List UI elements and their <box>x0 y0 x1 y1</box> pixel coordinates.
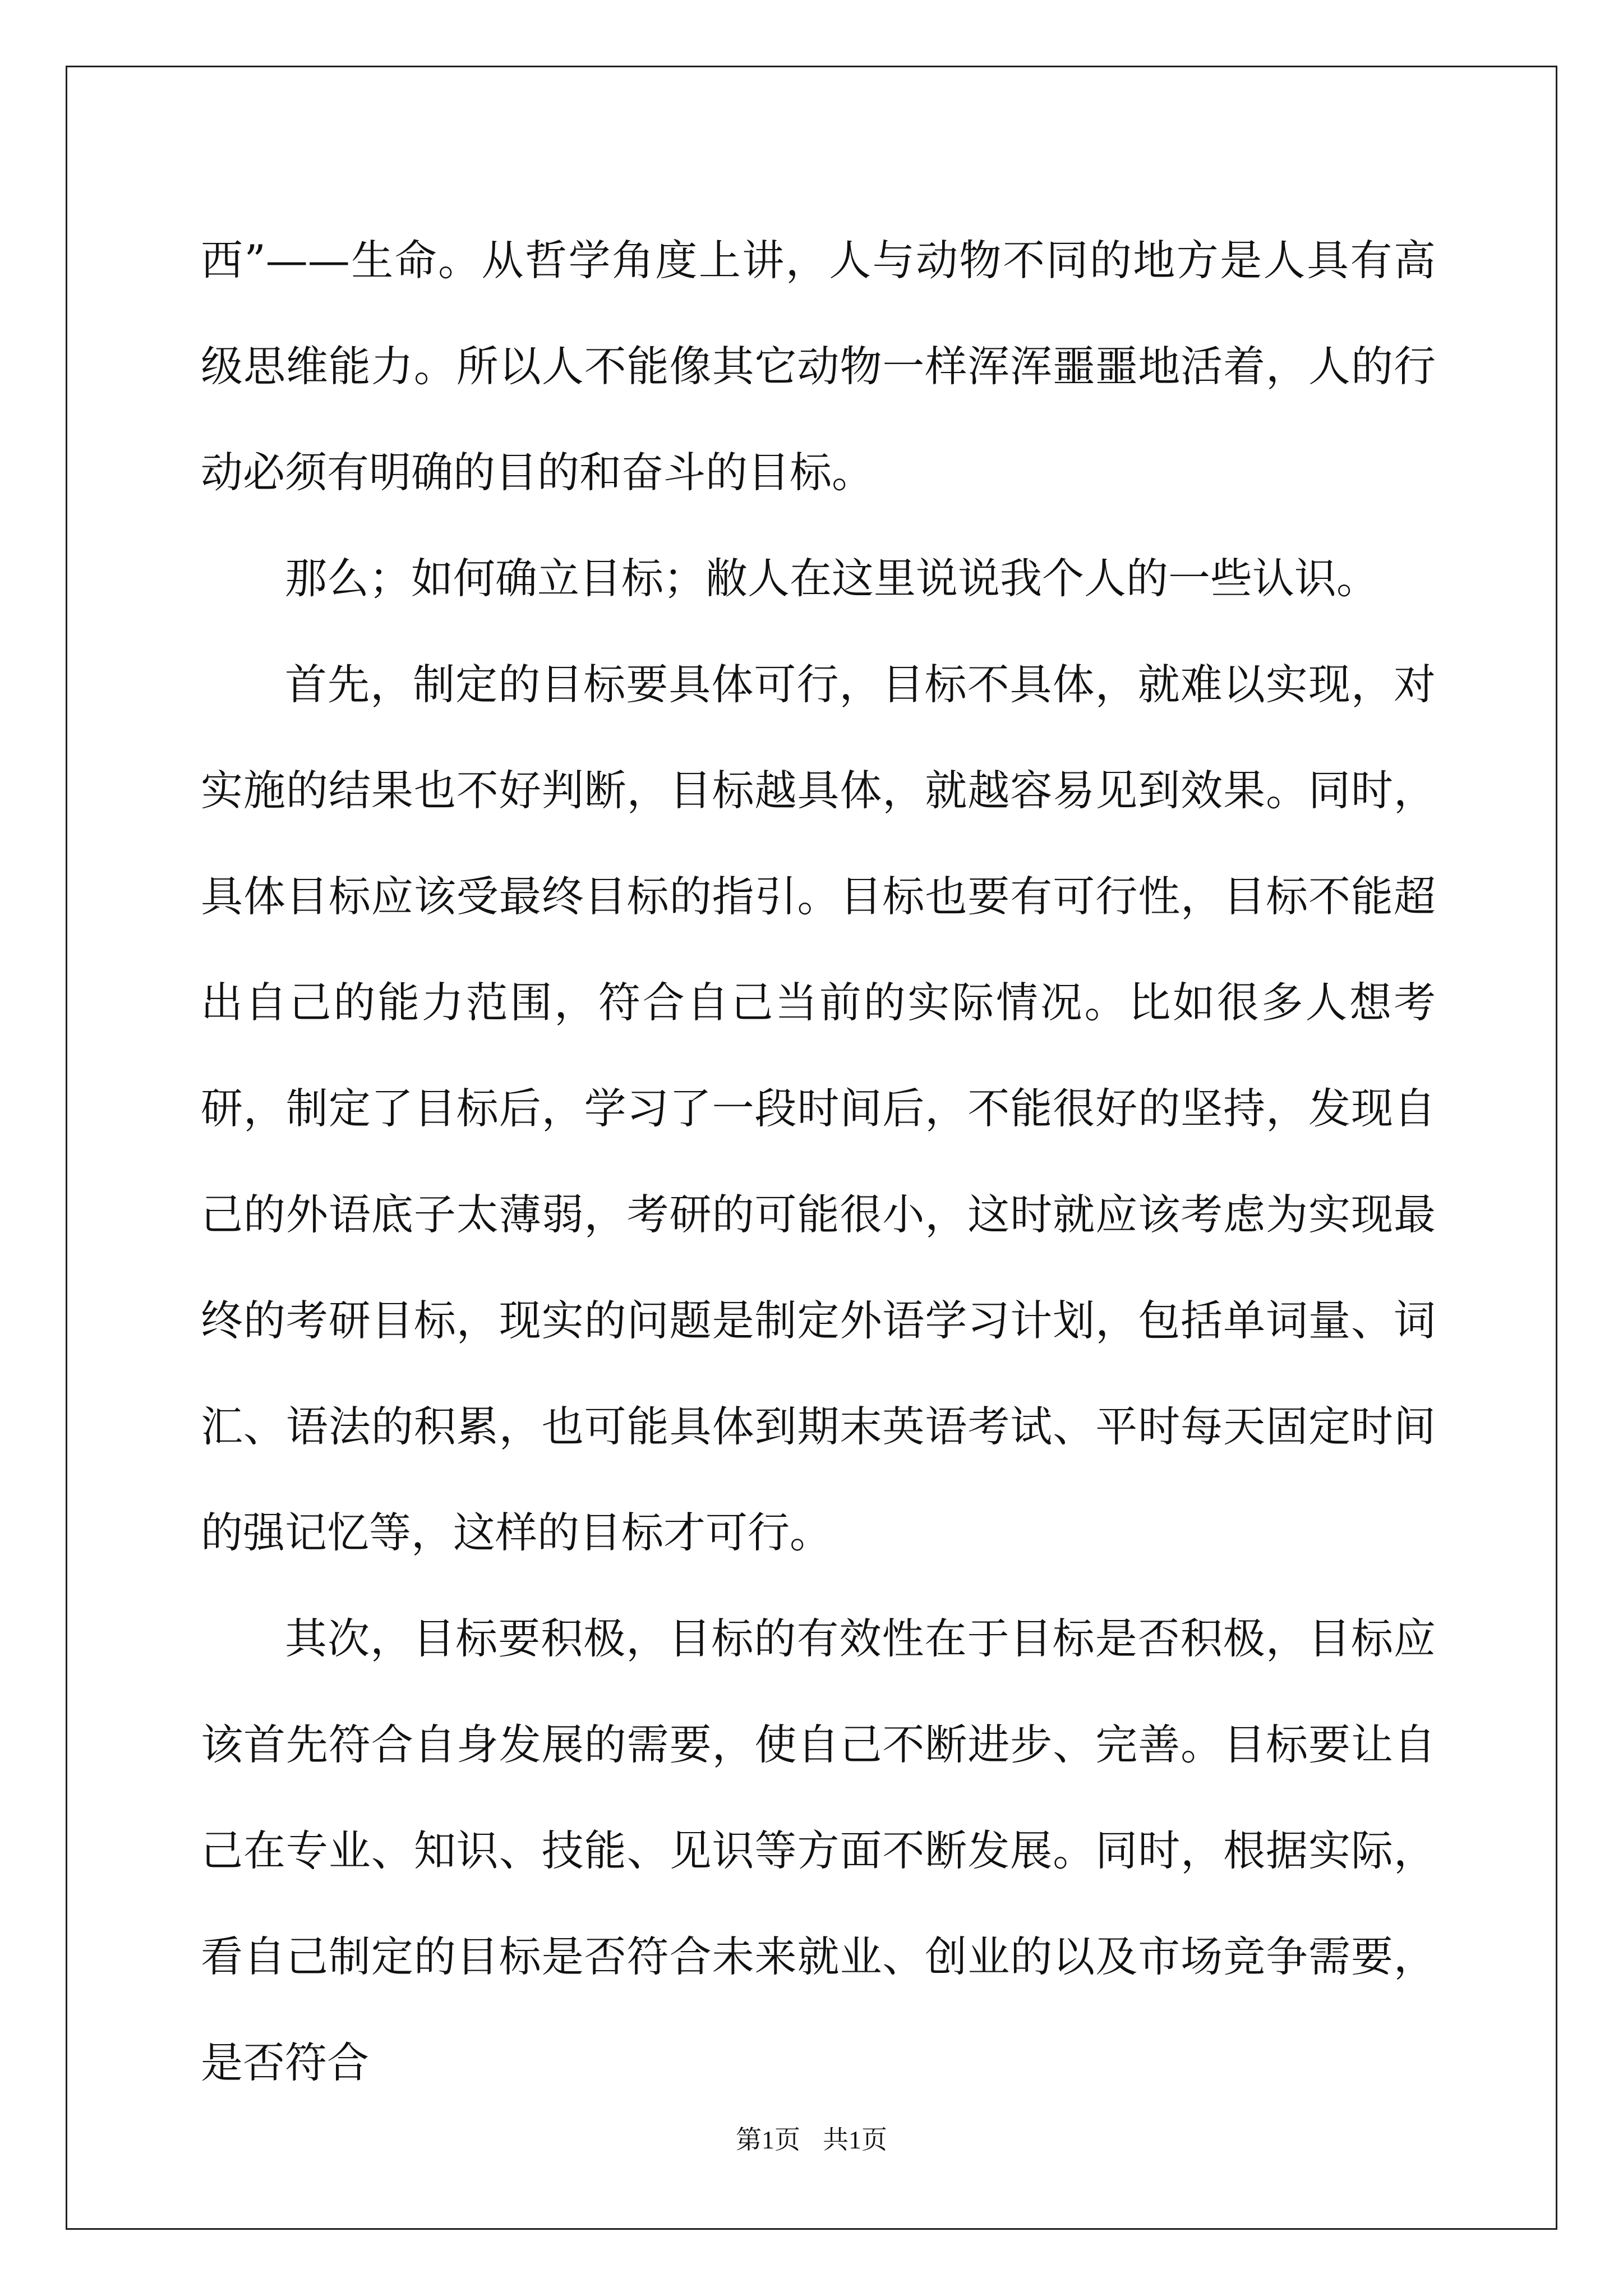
page-footer <box>0 2119 1623 2156</box>
paragraph-1: 西”——生命。从哲学角度上讲，人与动物不同的地方是人具有高级思维能力。所以人不能像其它动物一样浑浑噩噩地活着，人的行动必须有明确的目的和奋斗的目标。 <box>201 236 1436 497</box>
paragraph-4: 其次，目标要积极，目标的有效性在于目标是否积极，目标应该首先符合自身发展的需要，使自己不断进步、完善。目标要让自己在专业、知识、技能、见识等方面不断发展。同时，根据实际，看自己制定的目标是否符合未来就业、创业的以及市场竞争需要，是否符合 <box>201 1614 1436 2087</box>
document-body <box>201 208 1436 2116</box>
paragraph-2: 那么；如何确立目标；敝人在这里说说我个人的一些认识。 <box>285 554 1379 603</box>
page-number: 第1页 <box>736 2125 800 2154</box>
page-total: 共1页 <box>823 2125 887 2154</box>
paragraph-3: 首先，制定的目标要具体可行，目标不具体，就难以实现，对实施的结果也不好判断，目标越具体，就越容易见到效果。同时，具体目标应该受最终目标的指引。目标也要有可行性，目标不能超出自己的能力范围，符合自己当前的实际情况。比如很多人想考研，制定了目标后，学习了一段时间后，不能很好的坚持，发现自己的外语底子太薄弱，考研的可能很小，这时就应该考虑为实现最终的考研目标，现实的问题是制定外语学习计划，包括单词量、词汇、语法的积累，也可能具体到期末英语考试、平时每天固定时间的强记忆等，这样的目标才可行。 <box>201 660 1436 1557</box>
